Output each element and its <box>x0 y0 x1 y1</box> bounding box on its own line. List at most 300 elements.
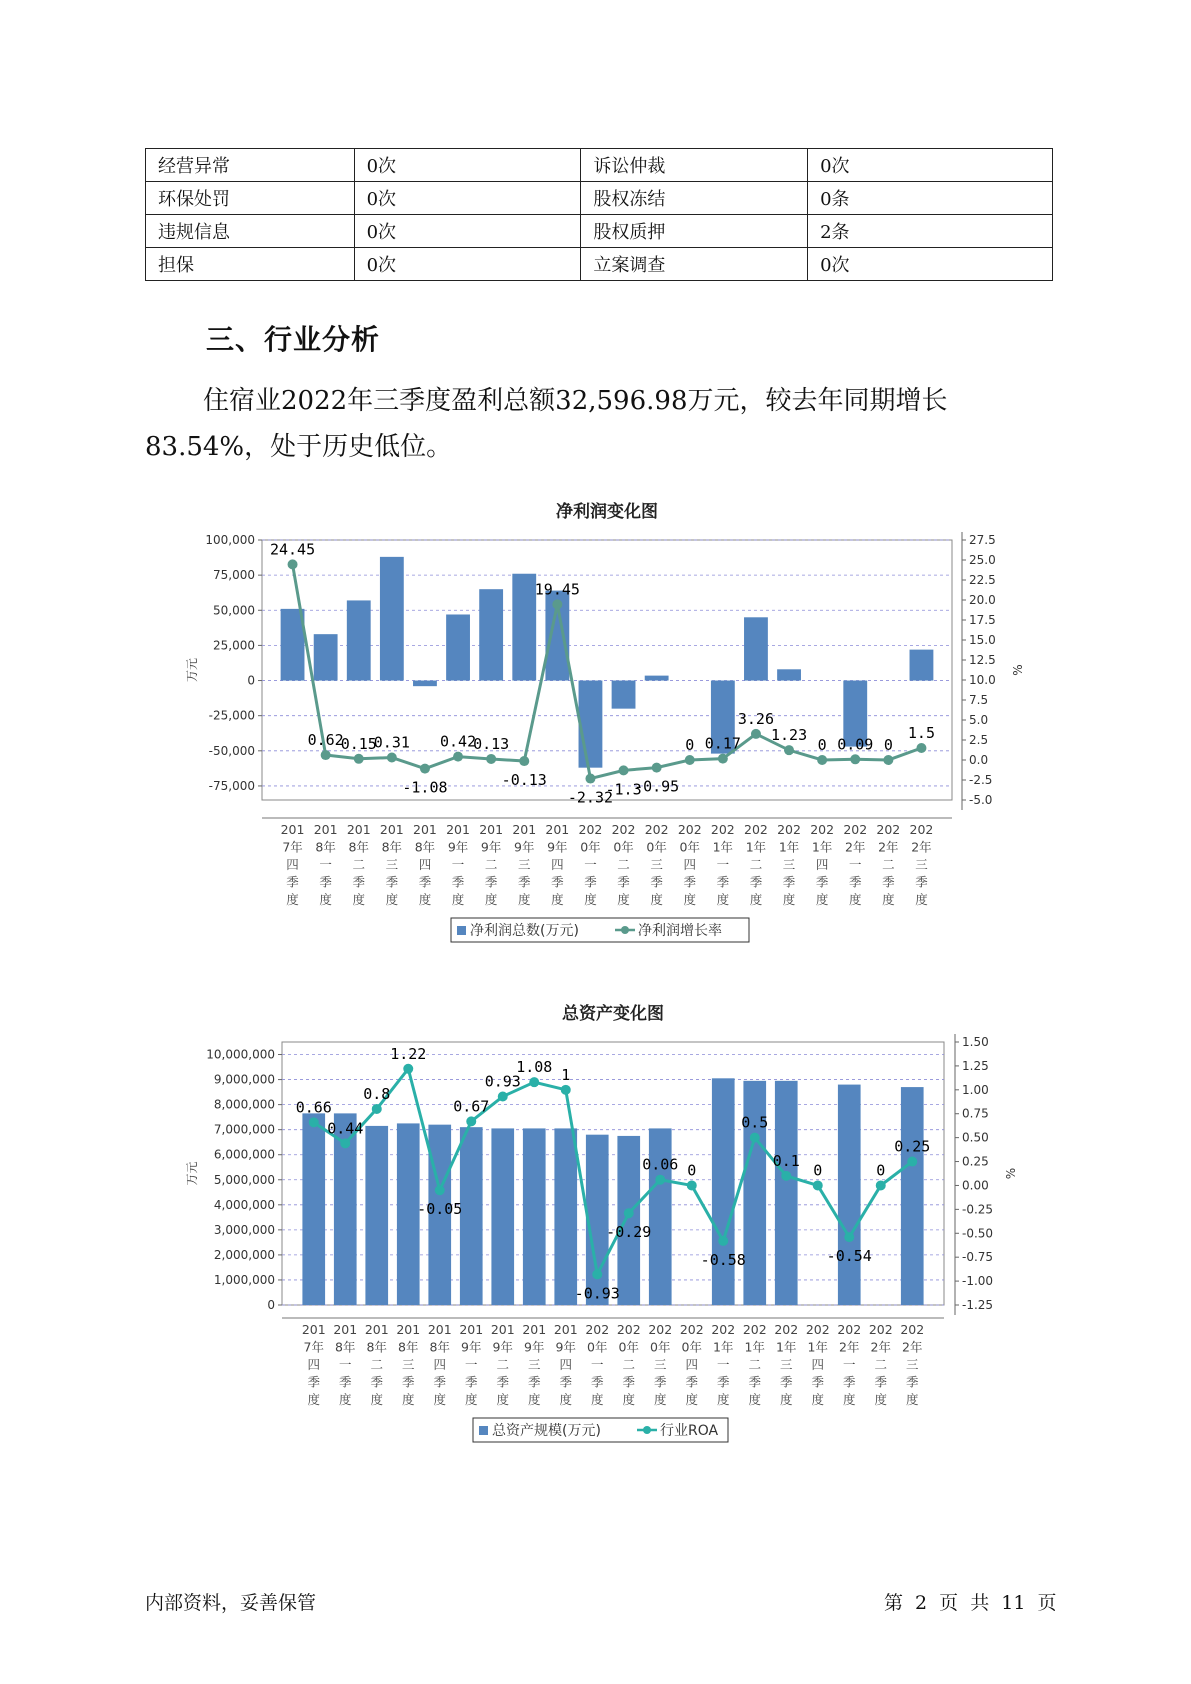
legend-line-marker <box>621 926 629 934</box>
y2-tick-label: 0.75 <box>962 1106 989 1121</box>
x-tick-label: 季 <box>527 1374 541 1390</box>
y-tick-label: 0 <box>267 1298 275 1312</box>
x-tick-label: 1年 <box>807 1339 828 1355</box>
x-tick-label: 一 <box>319 857 332 872</box>
table-value-cell: 0次 <box>808 248 1053 281</box>
bar <box>772 1081 800 1305</box>
x-tick-label: 201 <box>490 1322 515 1337</box>
x-tick-label: 三 <box>527 1357 541 1372</box>
x-tick-label: 三 <box>385 857 399 872</box>
line-point <box>916 743 926 753</box>
bar <box>554 1128 577 1305</box>
data-label: 0.13 <box>473 734 510 753</box>
x-tick-label: 1年 <box>776 1339 797 1355</box>
x-tick-label: 四 <box>551 857 564 872</box>
x-tick-label: 度 <box>451 892 465 907</box>
legend-bar-swatch <box>457 926 466 935</box>
data-label: 0.31 <box>373 733 410 752</box>
x-tick-label: 季 <box>622 1374 636 1390</box>
x-tick-label: 季 <box>590 1374 604 1390</box>
y2-tick-label: 17.5 <box>969 613 996 627</box>
data-label: 0.5 <box>741 1113 769 1132</box>
x-tick-label: 8年 <box>348 839 369 855</box>
table-value-cell: 2条 <box>808 215 1053 248</box>
line-point <box>288 559 298 569</box>
summary-paragraph: 住宿业2022年三季度盈利总额32,596.98万元，较去年同期增长83.54%，处于历史低位。 <box>145 386 948 462</box>
table-label-cell: 环保处罚 <box>146 182 355 215</box>
x-tick-label: 度 <box>385 892 399 907</box>
x-tick-label: 度 <box>559 1392 573 1407</box>
x-tick-label: 8年 <box>366 1339 387 1355</box>
data-label: -0.95 <box>634 777 680 796</box>
y2-tick-label: 1.50 <box>962 1035 989 1049</box>
legend-bar-label: 总资产规模(万元) <box>492 1423 601 1439</box>
x-tick-label: 三 <box>401 1357 415 1372</box>
data-label: 19.45 <box>534 580 580 599</box>
x-tick-label: 201 <box>396 1322 421 1337</box>
y-tick-label: 10,000,000 <box>206 1047 275 1062</box>
x-tick-label: 202 <box>585 1322 610 1337</box>
line-point <box>453 752 463 762</box>
bar <box>302 1113 325 1305</box>
y2-tick-label: 0.50 <box>962 1130 989 1145</box>
x-tick-label: 202 <box>648 1322 673 1337</box>
x-tick-label: 1年 <box>745 839 767 855</box>
data-label: -2.32 <box>567 788 614 807</box>
table-row <box>146 215 1053 248</box>
table-label-cell: 股权冻结 <box>581 182 808 215</box>
bar <box>617 1136 640 1305</box>
data-label: 3.26 <box>737 709 775 728</box>
y2-tick-label: -2.5 <box>969 773 993 787</box>
x-tick-label: 二 <box>882 857 895 872</box>
y2-axis-title: % <box>1011 664 1025 676</box>
y2-tick-label: 10.0 <box>969 673 996 687</box>
table-label-cell: 经营异常 <box>146 149 355 182</box>
x-tick-label: 202 <box>677 822 702 837</box>
data-label: 0 <box>687 1161 697 1180</box>
chart-title: 净利润变化图 <box>556 502 658 522</box>
x-tick-label: 季 <box>385 874 399 890</box>
bar <box>512 574 536 681</box>
y-axis-title: 万元 <box>185 1161 199 1186</box>
data-label: 0.62 <box>307 731 344 750</box>
x-tick-label: 度 <box>286 892 299 907</box>
y2-tick-label: 20.0 <box>969 593 996 607</box>
x-tick-label: 四 <box>685 1357 699 1372</box>
line-point <box>784 745 794 755</box>
y2-tick-label: -1.25 <box>962 1298 994 1312</box>
x-tick-label: 7年 <box>303 1339 324 1355</box>
x-tick-label: 8年 <box>335 1339 356 1355</box>
y2-tick-label: 12.5 <box>969 653 996 667</box>
x-tick-label: 季 <box>782 874 796 890</box>
data-label: 0 <box>817 736 827 754</box>
bar <box>460 1127 483 1305</box>
line-point <box>403 1064 413 1074</box>
table-value-cell: 0次 <box>354 215 581 248</box>
line-point <box>561 1085 571 1095</box>
bar <box>314 634 338 680</box>
x-tick-label: 202 <box>616 1322 641 1337</box>
data-label: 0.1 <box>772 1151 800 1170</box>
x-tick-label: 9年 <box>547 839 568 855</box>
line-point <box>652 763 662 773</box>
x-tick-label: 季 <box>650 874 663 890</box>
x-tick-label: 季 <box>401 1374 415 1390</box>
x-tick-label: 0年 <box>681 1339 702 1355</box>
line-point <box>781 1171 791 1181</box>
line-point <box>592 1269 602 1279</box>
x-tick-label: 季 <box>848 874 862 890</box>
x-tick-label: 度 <box>905 1392 919 1407</box>
line-point <box>321 750 331 760</box>
x-tick-label: 201 <box>413 822 437 837</box>
x-tick-label: 9年 <box>492 1339 513 1355</box>
x-tick-label: 度 <box>874 1392 888 1407</box>
x-tick-label: 四 <box>433 1357 447 1372</box>
y2-tick-label: 22.5 <box>969 573 996 587</box>
bar <box>347 600 371 680</box>
x-tick-label: 季 <box>779 1374 793 1390</box>
x-tick-label: 二 <box>749 857 763 872</box>
x-tick-label: 度 <box>517 892 531 907</box>
line-point <box>340 1138 350 1148</box>
line-point <box>529 1077 539 1087</box>
x-tick-label: 2年 <box>911 839 932 855</box>
x-tick-label: 季 <box>286 874 299 890</box>
table-value-cell: 0次 <box>808 149 1053 182</box>
data-label: -0.29 <box>606 1223 652 1242</box>
x-tick-label: 9年 <box>555 1339 576 1355</box>
x-tick-label: 度 <box>685 1392 699 1407</box>
y2-tick-label: 5.0 <box>969 713 989 727</box>
x-tick-label: 季 <box>905 1374 919 1390</box>
x-tick-label: 202 <box>868 1322 893 1337</box>
x-tick-label: 202 <box>909 822 934 837</box>
x-tick-label: 度 <box>433 1392 447 1407</box>
x-tick-label: 季 <box>882 874 895 890</box>
x-tick-label: 季 <box>716 1374 730 1390</box>
x-tick-label: 度 <box>748 1392 762 1407</box>
x-tick-label: 三 <box>779 1357 793 1372</box>
line-point <box>498 1092 508 1102</box>
x-tick-label: 季 <box>370 1374 384 1390</box>
data-label: 0.17 <box>704 734 741 753</box>
x-tick-label: 季 <box>811 1374 825 1390</box>
bar <box>712 1078 735 1305</box>
x-tick-label: 三 <box>653 1357 667 1372</box>
y2-tick-label: 0.0 <box>969 753 989 767</box>
x-tick-label: 度 <box>716 1392 730 1407</box>
legend-bar-label: 净利润总数(万元) <box>470 923 579 939</box>
x-tick-label: 季 <box>685 1374 699 1390</box>
y-tick-label: 100,000 <box>205 533 255 547</box>
x-tick-label: 度 <box>683 892 697 907</box>
data-label: -0.13 <box>501 771 547 790</box>
y-tick-label: -25,000 <box>208 708 255 723</box>
y-tick-label: 8,000,000 <box>213 1097 275 1112</box>
x-tick-label: 季 <box>319 874 332 890</box>
x-tick-label: 一 <box>451 857 465 872</box>
x-tick-label: 201 <box>446 822 470 837</box>
data-label: -0.58 <box>700 1250 746 1269</box>
x-tick-label: 季 <box>815 874 829 890</box>
y-tick-label: 9,000,000 <box>213 1072 275 1087</box>
x-tick-label: 201 <box>301 1322 326 1337</box>
bar <box>365 1126 388 1305</box>
x-tick-label: 度 <box>401 1392 415 1407</box>
bar <box>901 1087 924 1305</box>
x-tick-label: 202 <box>742 1322 767 1337</box>
x-tick-label: 三 <box>517 857 531 872</box>
line-point <box>354 754 364 764</box>
legend-line-marker <box>643 1426 651 1434</box>
data-label: 1.22 <box>390 1044 427 1063</box>
x-tick-label: 季 <box>584 874 597 890</box>
y2-tick-label: 0.00 <box>962 1178 989 1193</box>
bar <box>446 614 470 680</box>
data-label: 0.67 <box>453 1097 490 1116</box>
x-tick-label: 度 <box>882 892 895 907</box>
bar <box>612 681 636 709</box>
y2-tick-label: 2.5 <box>969 733 989 747</box>
bar <box>380 557 404 681</box>
x-tick-label: 202 <box>710 822 735 837</box>
x-tick-label: 度 <box>622 1392 636 1407</box>
x-tick-label: 四 <box>815 857 829 872</box>
data-label: -1.08 <box>402 778 448 797</box>
x-tick-label: 201 <box>545 822 570 837</box>
x-tick-label: 1年 <box>713 1339 734 1355</box>
x-tick-label: 度 <box>782 892 796 907</box>
x-tick-label: 季 <box>484 874 498 890</box>
line-point <box>486 754 496 764</box>
table-value-cell: 0次 <box>354 248 581 281</box>
x-tick-label: 一 <box>590 1357 604 1372</box>
data-label: 0.93 <box>484 1072 521 1091</box>
line-point <box>552 599 562 609</box>
x-tick-label: 201 <box>427 1322 452 1337</box>
x-tick-label: 度 <box>815 892 829 907</box>
bar <box>579 681 603 768</box>
line-point <box>687 1180 697 1190</box>
table-label-cell: 立案调查 <box>581 248 808 281</box>
x-tick-label: 季 <box>617 874 630 890</box>
x-tick-label: 0年 <box>613 839 634 855</box>
x-tick-label: 度 <box>496 1392 510 1407</box>
x-tick-label: 季 <box>433 1374 447 1390</box>
x-tick-label: 度 <box>842 1392 856 1407</box>
footer-page-number: 第 2 页 共 11 页 <box>884 1592 1057 1614</box>
x-tick-label: 一 <box>716 857 730 872</box>
x-tick-label: 季 <box>517 874 531 890</box>
x-tick-label: 度 <box>527 1392 541 1407</box>
x-tick-label: 度 <box>338 1392 352 1407</box>
y2-tick-label: 15.0 <box>969 633 996 647</box>
x-tick-label: 201 <box>553 1322 578 1337</box>
bar <box>491 1128 514 1305</box>
x-tick-label: 201 <box>280 822 305 837</box>
section-title: 三、行业分析 <box>206 323 381 356</box>
x-tick-label: 201 <box>459 1322 484 1337</box>
x-tick-label: 季 <box>338 1374 352 1390</box>
line-point <box>372 1104 382 1114</box>
bar <box>910 650 934 681</box>
data-label: 1.08 <box>516 1058 553 1077</box>
x-tick-label: 9年 <box>447 839 469 855</box>
bar <box>479 589 503 680</box>
bar <box>645 676 669 681</box>
x-tick-label: 二 <box>352 857 366 872</box>
x-tick-label: 季 <box>749 874 763 890</box>
y-tick-label: 75,000 <box>213 568 255 583</box>
x-tick-label: 三 <box>915 857 928 872</box>
x-tick-label: 1年 <box>744 1339 765 1355</box>
x-tick-label: 度 <box>307 1392 321 1407</box>
x-tick-label: 季 <box>418 874 432 890</box>
x-tick-label: 二 <box>748 1357 762 1372</box>
x-tick-label: 202 <box>900 1322 925 1337</box>
x-tick-label: 四 <box>811 1357 825 1372</box>
x-tick-label: 0年 <box>580 839 601 855</box>
x-tick-label: 201 <box>346 822 371 837</box>
data-label: 0.06 <box>642 1155 679 1174</box>
x-tick-label: 202 <box>744 822 768 837</box>
x-tick-label: 2年 <box>845 839 866 855</box>
y2-tick-label: -0.25 <box>962 1202 994 1217</box>
table-row <box>146 248 1053 281</box>
x-tick-label: 度 <box>370 1392 384 1407</box>
x-tick-label: 度 <box>584 892 597 907</box>
table-label-cell: 诉讼仲裁 <box>581 149 808 182</box>
line-point <box>718 1236 728 1246</box>
data-label: 24.45 <box>269 540 316 559</box>
x-tick-label: 202 <box>876 822 901 837</box>
line-point <box>519 756 529 766</box>
bar <box>838 1085 861 1305</box>
x-tick-label: 四 <box>559 1357 573 1372</box>
y2-tick-label: 0.25 <box>962 1154 989 1169</box>
x-tick-label: 202 <box>644 822 669 837</box>
x-tick-label: 度 <box>352 892 366 907</box>
x-tick-label: 201 <box>364 1322 389 1337</box>
y-tick-label: -75,000 <box>208 778 255 793</box>
table-row <box>146 149 1053 182</box>
x-tick-label: 0年 <box>587 1339 608 1355</box>
x-tick-label: 201 <box>333 1322 358 1337</box>
x-tick-label: 202 <box>837 1322 862 1337</box>
x-tick-label: 2年 <box>839 1339 860 1355</box>
x-tick-label: 季 <box>307 1374 321 1390</box>
table-value-cell: 0次 <box>354 182 581 215</box>
data-label: -0.93 <box>574 1284 620 1303</box>
y-tick-label: 50,000 <box>213 603 255 618</box>
x-tick-label: 2年 <box>870 1339 891 1355</box>
x-tick-label: 季 <box>464 1374 478 1390</box>
y2-tick-label: -5.0 <box>969 793 993 807</box>
y-tick-label: 25,000 <box>213 638 255 653</box>
x-tick-label: 季 <box>874 1374 888 1390</box>
x-tick-label: 1年 <box>712 839 734 855</box>
y-tick-label: 6,000,000 <box>213 1147 275 1162</box>
line-point <box>619 765 629 775</box>
x-tick-label: 2年 <box>902 1339 923 1355</box>
x-tick-label: 201 <box>379 822 404 837</box>
y-axis-title: 万元 <box>185 657 199 683</box>
y-tick-label: 3,000,000 <box>213 1222 275 1237</box>
line-point <box>883 755 893 765</box>
y2-tick-label: 25.0 <box>969 553 996 567</box>
bar <box>523 1128 546 1305</box>
line-point <box>585 774 595 784</box>
y-tick-label: 7,000,000 <box>213 1122 275 1137</box>
x-tick-label: 季 <box>352 874 366 890</box>
x-tick-label: 度 <box>319 892 332 907</box>
line-point <box>466 1116 476 1126</box>
y-tick-label: 2,000,000 <box>213 1247 275 1262</box>
x-tick-label: 季 <box>551 874 564 890</box>
y2-tick-label: -0.50 <box>962 1226 994 1241</box>
x-tick-label: 三 <box>650 857 663 872</box>
line-point <box>624 1208 634 1218</box>
data-label: 0 <box>883 736 893 754</box>
y-tick-label: -50,000 <box>208 743 255 758</box>
x-tick-label: 0年 <box>679 839 700 855</box>
x-tick-label: 二 <box>874 1357 888 1372</box>
y-tick-label: 5,000,000 <box>213 1172 275 1187</box>
x-tick-label: 一 <box>584 857 597 872</box>
x-tick-label: 季 <box>716 874 730 890</box>
x-tick-label: 202 <box>805 1322 830 1337</box>
bar <box>777 669 801 680</box>
y2-tick-label: 1.00 <box>962 1082 989 1097</box>
x-tick-label: 202 <box>711 1322 736 1337</box>
data-label: 0.25 <box>894 1137 931 1156</box>
data-label: 0.15 <box>340 734 377 753</box>
y2-tick-label: 1.25 <box>962 1058 989 1073</box>
x-tick-label: 度 <box>484 892 498 907</box>
legend-line-label: 净利润增长率 <box>638 923 722 939</box>
line-point <box>387 753 397 763</box>
x-tick-label: 1年 <box>811 839 833 855</box>
data-label: 1 <box>561 1065 571 1084</box>
data-label: 0.09 <box>837 735 874 754</box>
x-tick-label: 8年 <box>315 839 336 855</box>
line-point <box>435 1185 445 1195</box>
x-tick-label: 8年 <box>414 839 436 855</box>
x-tick-label: 三 <box>905 1357 919 1372</box>
x-tick-label: 2年 <box>878 839 899 855</box>
x-tick-label: 季 <box>653 1374 667 1390</box>
table-label-cell: 担保 <box>146 248 355 281</box>
data-label: 0 <box>876 1161 886 1180</box>
table-row <box>146 182 1053 215</box>
data-label: 0 <box>813 1161 823 1180</box>
x-tick-label: 度 <box>617 892 630 907</box>
x-tick-label: 度 <box>551 892 564 907</box>
x-tick-label: 9年 <box>480 839 502 855</box>
x-tick-label: 202 <box>611 822 636 837</box>
x-tick-label: 度 <box>749 892 763 907</box>
x-tick-label: 度 <box>590 1392 604 1407</box>
data-label: 1.5 <box>907 724 935 742</box>
x-tick-label: 8年 <box>381 839 403 855</box>
bar <box>413 681 437 687</box>
x-tick-label: 0年 <box>646 839 667 855</box>
data-label: 0 <box>685 736 695 754</box>
x-tick-label: 度 <box>418 892 432 907</box>
